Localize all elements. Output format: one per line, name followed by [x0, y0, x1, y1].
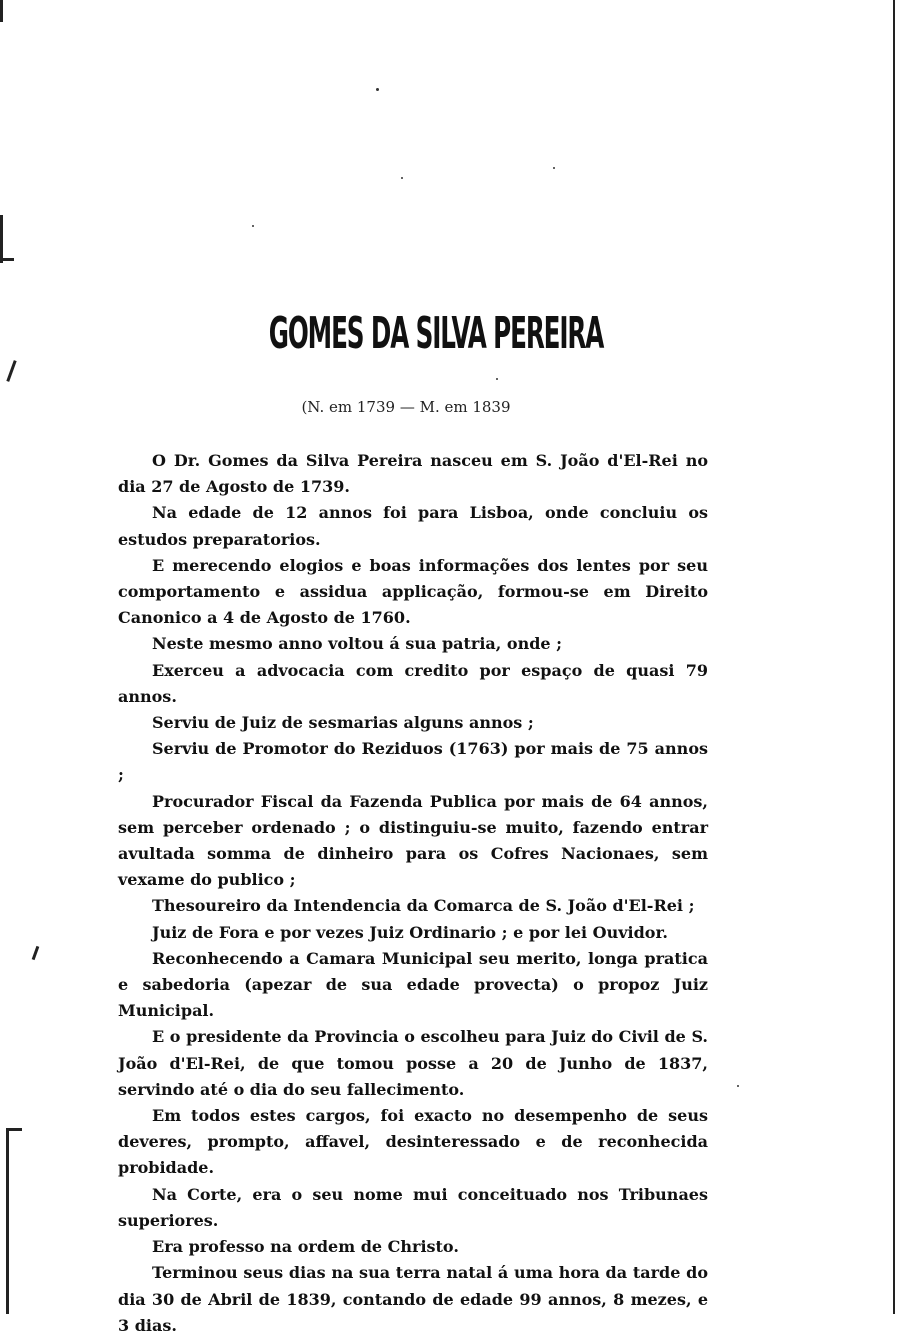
speck — [376, 88, 379, 91]
paragraph: Exerceu a advocacia com credito por espaço de quasi 79 annos. — [118, 660, 708, 706]
paragraph: Serviu de Juiz de sesmarias alguns annos ; — [152, 713, 534, 733]
paragraph: Terminou seus dias na sua terra natal á uma hora da tarde do dia 30 de Abril de 1839, contando de edade 99 annos, 8 mezes, e 3 dias. — [118, 1263, 708, 1335]
paragraph: Reconhecendo a Camara Municipal seu merito, longa pratica e sabedoria (apezar de sua edade provecta) o propoz Juiz Municipal. — [118, 948, 708, 1021]
margin-mark — [6, 360, 16, 382]
speck — [401, 177, 403, 179]
paragraph: E merecendo elogios e boas informações dos lentes por seu comportamento e assidua applicação, formou-se em Direito Canonico a 4 de Agosto de 1760. — [118, 555, 708, 628]
paragraph: Era professo na ordem de Christo. — [152, 1237, 459, 1257]
biography-text — [118, 448, 708, 1339]
paragraph: Em todos estes cargos, foi exacto no desempenho de seus deveres, prompto, affavel, desinteressado e de reconhecida probidade. — [118, 1106, 708, 1178]
speck — [737, 1085, 739, 1087]
speck — [252, 225, 254, 227]
page-title: GOMES DA SILVA PEREIRA — [268, 308, 604, 359]
paragraph: Procurador Fiscal da Fazenda Publica por mais de 64 annos, sem perceber ordenado ; o distinguiu-se muito, fazendo entrar avultada somma de dinheiro para os Cofres Nacionaes, sem vexame do publico ; — [118, 791, 708, 890]
margin-mark — [0, 258, 14, 261]
birth-death-dates: (N. em 1739 — M. em 1839 — [301, 398, 511, 416]
paragraph: Na Corte, era o seu nome mui conceituado nos Tribunaes superiores. — [118, 1184, 708, 1230]
paragraph: Thesoureiro da Intendencia da Comarca de S. João d'El-Rei ; — [152, 896, 695, 916]
margin-mark — [32, 946, 40, 960]
speck — [553, 167, 555, 169]
margin-mark — [0, 215, 3, 263]
paragraph: O Dr. Gomes da Silva Pereira nasceu em S. João d'El-Rei no dia 27 de Agosto de 1739. — [118, 451, 708, 497]
speck — [496, 378, 498, 380]
paragraph: Neste mesmo anno voltou á sua patria, onde ; — [152, 634, 563, 654]
margin-mark — [6, 1128, 9, 1314]
paragraph: Serviu de Promotor do Reziduos (1763) por mais de 75 annos ; — [118, 739, 708, 785]
page-edge-line — [893, 0, 895, 1314]
paragraph: E o presidente da Provincia o escolheu para Juiz do Civil de S. João d'El-Rei, de que tomou posse a 20 de Junho de 1837, servindo até o dia do seu fallecimento. — [118, 1027, 708, 1099]
paragraph: Juiz de Fora e por vezes Juiz Ordinario ; e por lei Ouvidor. — [152, 922, 668, 942]
margin-mark — [6, 1128, 22, 1131]
paragraph: Na edade de 12 annos foi para Lisboa, onde concluiu os estudos preparatorios. — [118, 503, 708, 549]
margin-mark — [0, 0, 3, 22]
